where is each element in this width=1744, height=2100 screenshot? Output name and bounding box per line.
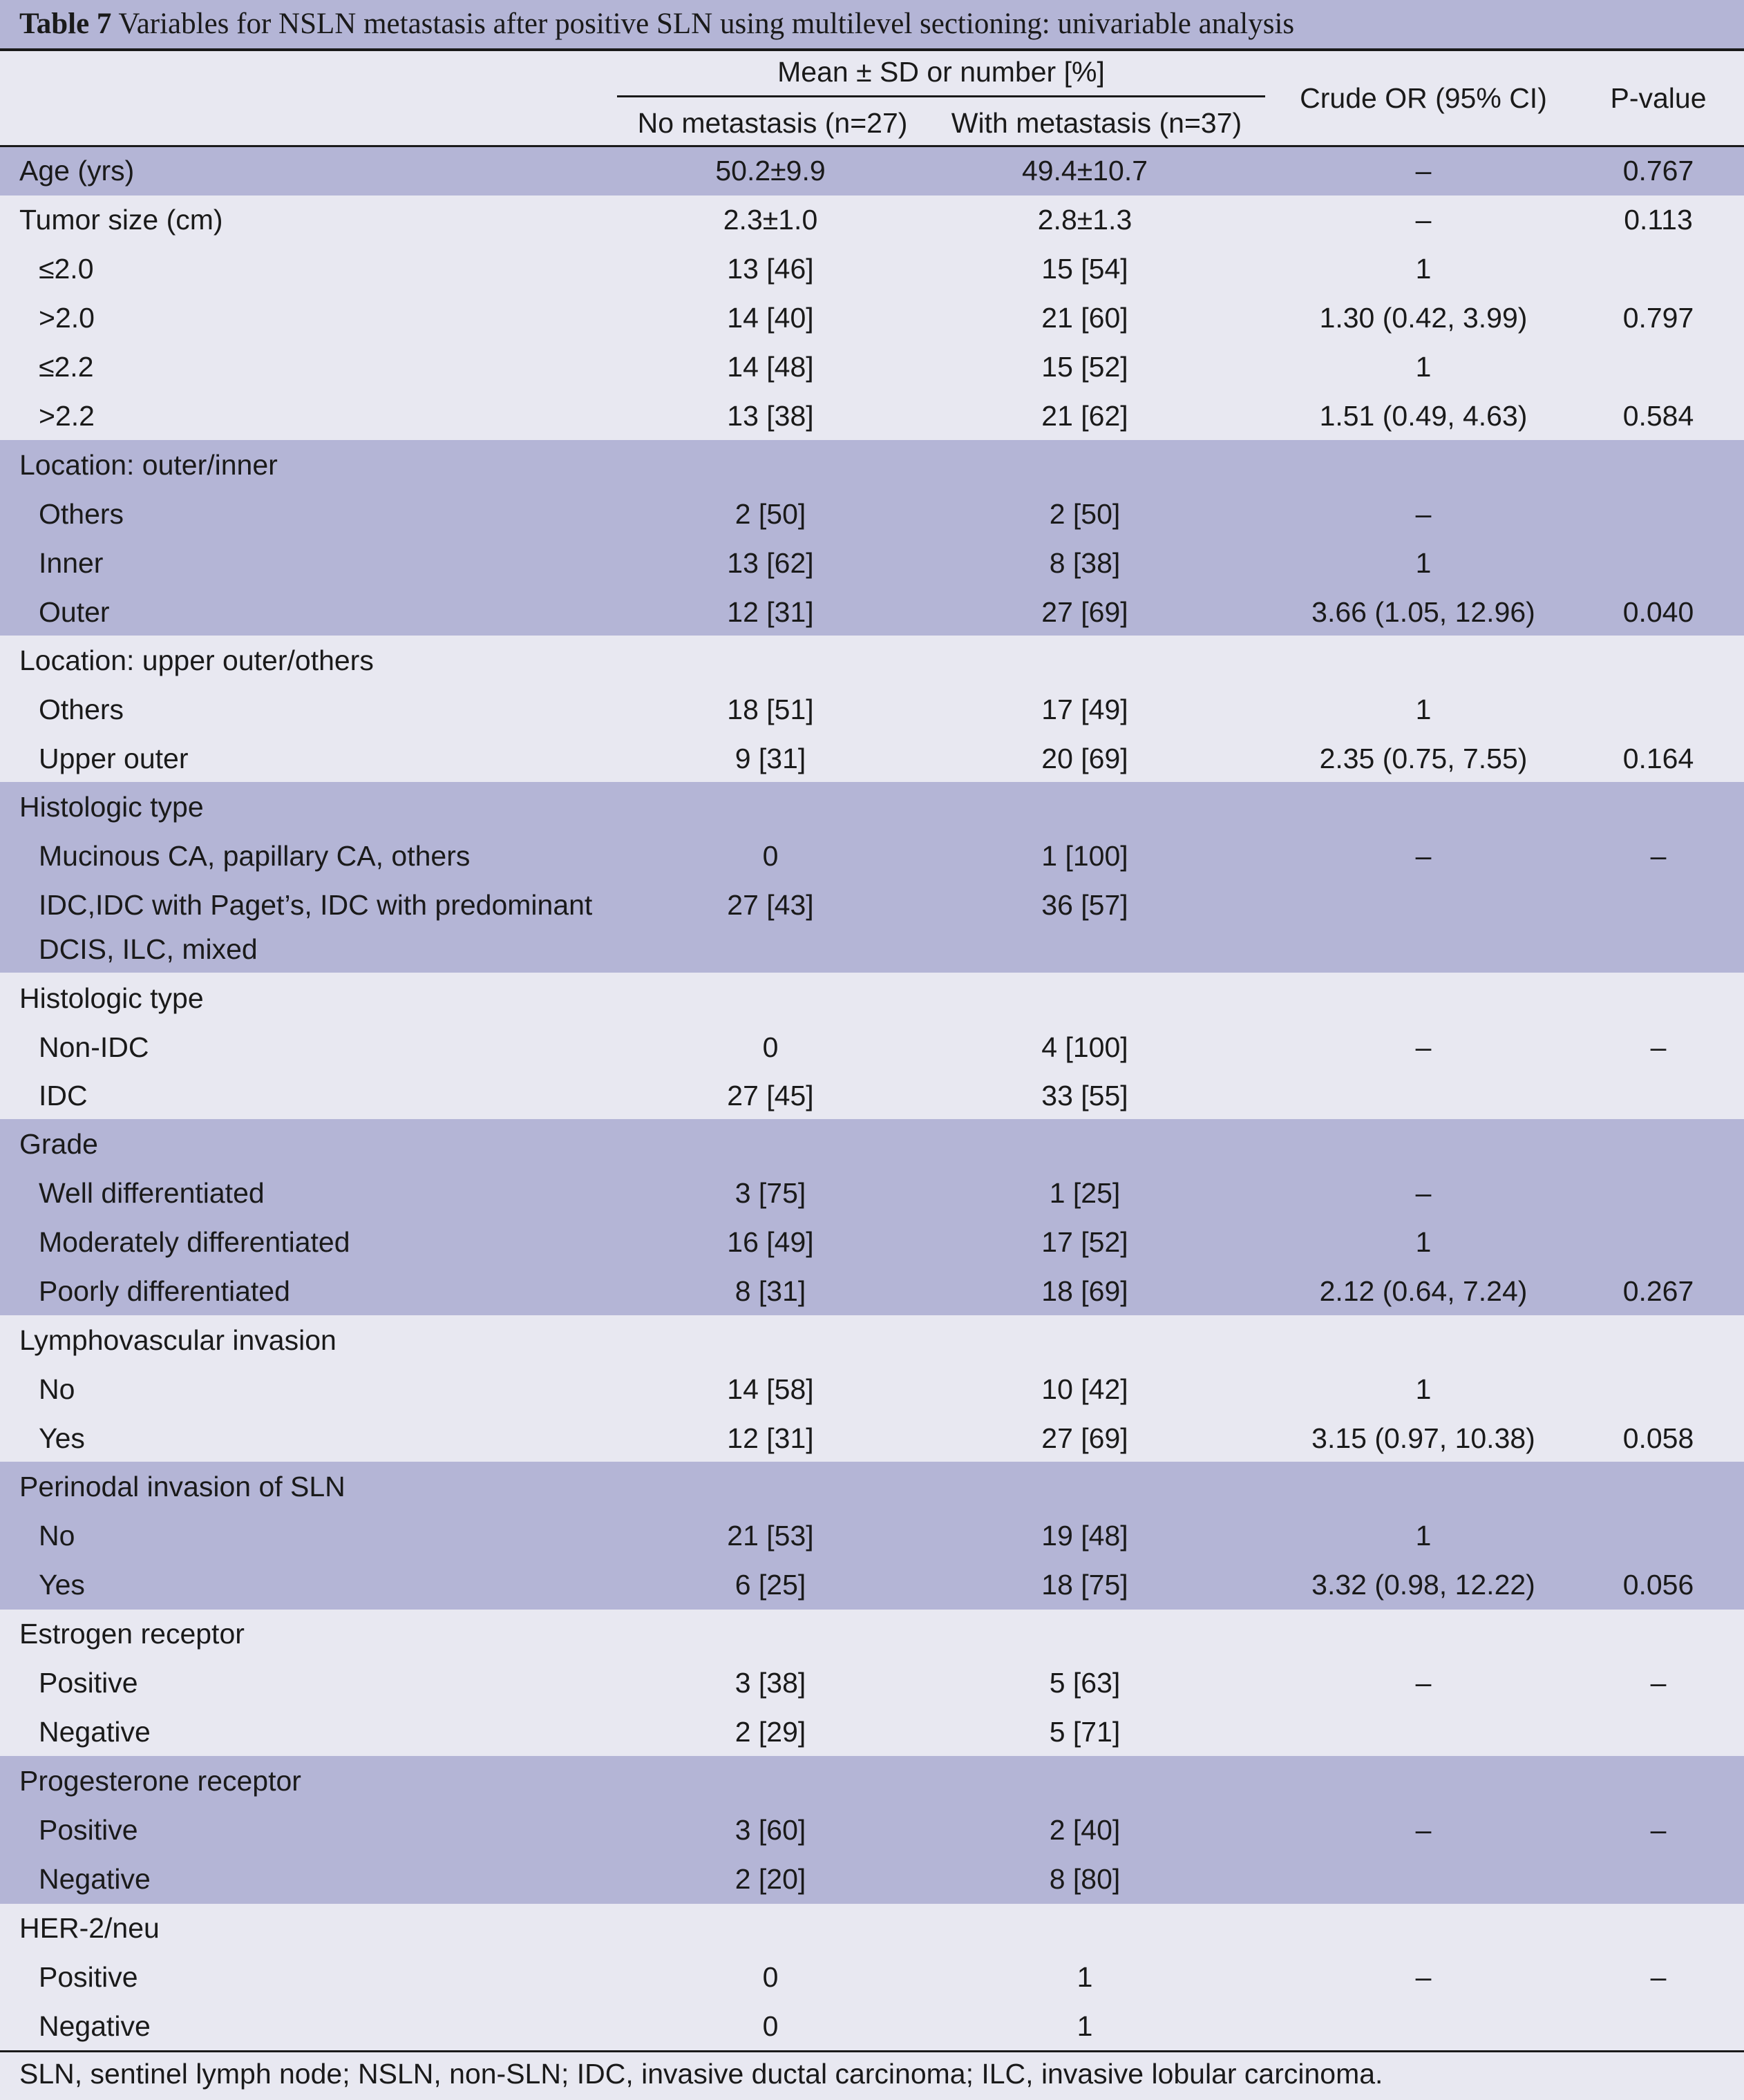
row-label: Histologic type: [19, 982, 204, 1014]
cell-crude-or: –: [1415, 1031, 1432, 1063]
cell-crude-or: 3.32 (0.98, 12.22): [1311, 1569, 1535, 1601]
cell-crude-or: –: [1415, 155, 1432, 187]
row-label: HER-2/neu: [19, 1912, 160, 1944]
header-crude-or: Crude OR (95% CI): [1300, 82, 1547, 114]
cell-crude-or: –: [1415, 204, 1432, 236]
row-her2-positive: [0, 1953, 1744, 2002]
cell-with-metastasis: 18 [69]: [1041, 1275, 1128, 1307]
row-upper-others: [0, 685, 1744, 734]
cell-crude-or: –: [1415, 1177, 1432, 1209]
cell-with-metastasis: 1: [1077, 2010, 1093, 2042]
row-label: Poorly differentiated: [39, 1275, 290, 1307]
cell-no-metastasis: 27 [45]: [727, 1080, 814, 1111]
row-label: ≤2.2: [39, 351, 94, 383]
cell-p-value: 0.767: [1622, 155, 1694, 187]
row-location-outer: [0, 588, 1744, 637]
cell-with-metastasis: 33 [55]: [1041, 1080, 1128, 1111]
header-no-metastasis: No metastasis (n=27): [637, 107, 908, 139]
row-label: Outer: [39, 596, 110, 628]
cell-p-value: 0.113: [1624, 204, 1693, 236]
row-lvi-yes: [0, 1414, 1744, 1463]
cell-with-metastasis: 5 [63]: [1049, 1667, 1121, 1699]
row-idc-pagets-continued: [0, 925, 1744, 974]
cell-with-metastasis: 1 [25]: [1049, 1177, 1121, 1209]
row-perinodal-invasion: [0, 1462, 1744, 1511]
row-label: Negative: [39, 1863, 151, 1895]
cell-no-metastasis: 14 [40]: [727, 302, 814, 334]
cell-with-metastasis: 5 [71]: [1049, 1716, 1121, 1748]
row-label: No: [39, 1373, 75, 1405]
row-tumor-gt-2-2: [0, 392, 1744, 441]
table-number: Table 7: [19, 8, 112, 40]
cell-p-value: 0.164: [1622, 743, 1694, 774]
row-label: DCIS, ILC, mixed: [39, 933, 258, 965]
cell-no-metastasis: 2 [20]: [734, 1863, 806, 1895]
row-upper-outer: [0, 734, 1744, 783]
cell-crude-or: 1.30 (0.42, 3.99): [1319, 302, 1528, 334]
cell-no-metastasis: 13 [62]: [727, 547, 814, 579]
cell-with-metastasis: 21 [62]: [1041, 400, 1128, 432]
cell-crude-or: –: [1415, 1667, 1432, 1699]
cell-with-metastasis: 2.8±1.3: [1037, 204, 1132, 236]
row-label: Well differentiated: [39, 1177, 265, 1209]
row-mucinous-papillary: [0, 832, 1744, 881]
cell-with-metastasis: 36 [57]: [1041, 889, 1128, 921]
row-label: Histologic type: [19, 791, 204, 823]
row-her2-negative: [0, 2002, 1744, 2051]
cell-p-value: 0.040: [1622, 596, 1694, 628]
cell-no-metastasis: 14 [58]: [727, 1373, 814, 1405]
cell-no-metastasis: 13 [38]: [727, 400, 814, 432]
row-idc-pagets: [0, 881, 1744, 930]
row-label: ≤2.0: [39, 253, 94, 285]
row-non-idc: [0, 1023, 1744, 1072]
row-label: Estrogen receptor: [19, 1618, 245, 1650]
row-poorly-differentiated: [0, 1267, 1744, 1316]
cell-no-metastasis: 27 [43]: [727, 889, 814, 921]
cell-with-metastasis: 19 [48]: [1041, 1520, 1128, 1552]
header-p-value: P-value: [1610, 82, 1707, 114]
cell-no-metastasis: 6 [25]: [734, 1569, 806, 1601]
row-label: Tumor size (cm): [19, 204, 223, 236]
row-histologic-type-2: [0, 974, 1744, 1023]
cell-no-metastasis: 3 [75]: [734, 1177, 806, 1209]
row-histologic-type-1: [0, 783, 1744, 832]
cell-with-metastasis: 1: [1077, 1961, 1093, 1993]
table-caption: [0, 0, 1744, 48]
row-label: Perinodal invasion of SLN: [19, 1471, 345, 1502]
table-footnote: SLN, sentinel lymph node; NSLN, non-SLN; IDC, invasive ductal carcinoma; ILC, invasive lobular carcinoma.: [19, 2058, 1383, 2090]
row-label: Inner: [39, 547, 104, 579]
row-location-inner: [0, 539, 1744, 588]
cell-with-metastasis: 2 [40]: [1049, 1814, 1121, 1846]
cell-p-value: –: [1650, 1814, 1667, 1846]
header-group-rule: [617, 95, 1265, 97]
cell-with-metastasis: 49.4±10.7: [1021, 155, 1148, 187]
cell-crude-or: –: [1415, 1814, 1432, 1846]
cell-no-metastasis: 8 [31]: [734, 1275, 806, 1307]
row-label: >2.0: [39, 302, 95, 334]
cell-crude-or: 3.66 (1.05, 12.96): [1311, 596, 1535, 628]
cell-no-metastasis: 2 [29]: [734, 1716, 806, 1748]
cell-crude-or: 3.15 (0.97, 10.38): [1311, 1422, 1535, 1454]
cell-crude-or: 1: [1415, 547, 1432, 579]
row-lymphovascular-invasion: [0, 1316, 1744, 1365]
row-label: Grade: [19, 1128, 98, 1160]
row-label: Others: [39, 694, 124, 725]
row-pr-negative: [0, 1855, 1744, 1904]
row-her2-neu: [0, 1904, 1744, 1953]
cell-crude-or: 1: [1415, 1373, 1432, 1405]
row-location-upper-outer-others: [0, 636, 1744, 685]
cell-with-metastasis: 8 [80]: [1049, 1863, 1121, 1895]
cell-no-metastasis: 50.2±9.9: [715, 155, 826, 187]
row-label: Location: upper outer/others: [19, 645, 374, 676]
row-label: Mucinous CA, papillary CA, others: [39, 840, 471, 872]
row-label: IDC,IDC with Paget’s, IDC with predominant: [39, 889, 593, 921]
cell-with-metastasis: 1 [100]: [1041, 840, 1128, 872]
row-label: Positive: [39, 1961, 138, 1993]
row-perinodal-no: [0, 1511, 1744, 1560]
row-label: Yes: [39, 1422, 85, 1454]
row-progesterone-receptor: [0, 1757, 1744, 1806]
row-moderately-differentiated: [0, 1218, 1744, 1267]
cell-no-metastasis: 12 [31]: [727, 596, 814, 628]
cell-crude-or: –: [1415, 840, 1432, 872]
row-tumor-le-2-0: [0, 245, 1744, 294]
table-title: Variables for NSLN metastasis after positive SLN using multilevel sectioning: univariable analysis: [118, 8, 1295, 40]
cell-crude-or: 1: [1415, 351, 1432, 383]
row-tumor-size: [0, 195, 1744, 245]
cell-p-value: –: [1650, 840, 1667, 872]
cell-p-value: –: [1650, 1961, 1667, 1993]
row-er-negative: [0, 1708, 1744, 1757]
cell-p-value: 0.058: [1622, 1422, 1694, 1454]
cell-no-metastasis: 13 [46]: [727, 253, 814, 285]
row-label: Others: [39, 498, 124, 530]
row-location-outer-inner: [0, 441, 1744, 490]
cell-p-value: 0.056: [1622, 1569, 1694, 1601]
cell-with-metastasis: 17 [52]: [1041, 1226, 1128, 1258]
row-idc: [0, 1071, 1744, 1120]
cell-no-metastasis: 12 [31]: [727, 1422, 814, 1454]
cell-no-metastasis: 0: [762, 840, 779, 872]
cell-p-value: 0.797: [1622, 302, 1694, 334]
cell-with-metastasis: 10 [42]: [1041, 1373, 1128, 1405]
row-perinodal-yes: [0, 1560, 1744, 1610]
row-label: Yes: [39, 1569, 85, 1601]
row-label: Non-IDC: [39, 1031, 149, 1063]
cell-crude-or: 1: [1415, 253, 1432, 285]
cell-no-metastasis: 18 [51]: [727, 694, 814, 725]
cell-p-value: 0.584: [1622, 400, 1694, 432]
cell-no-metastasis: 3 [60]: [734, 1814, 806, 1846]
row-label: Positive: [39, 1814, 138, 1846]
cell-crude-or: –: [1415, 498, 1432, 530]
cell-with-metastasis: 27 [69]: [1041, 596, 1128, 628]
cell-with-metastasis: 2 [50]: [1049, 498, 1121, 530]
cell-with-metastasis: 15 [52]: [1041, 351, 1128, 383]
cell-crude-or: 1.51 (0.49, 4.63): [1319, 400, 1528, 432]
cell-crude-or: 1: [1415, 1226, 1432, 1258]
row-label: Location: outer/inner: [19, 449, 278, 481]
cell-with-metastasis: 4 [100]: [1041, 1031, 1128, 1063]
cell-with-metastasis: 18 [75]: [1041, 1569, 1128, 1601]
row-location-others: [0, 490, 1744, 539]
cell-no-metastasis: 0: [762, 2010, 779, 2042]
bottom-rule: [0, 2050, 1744, 2052]
row-label: Upper outer: [39, 743, 189, 774]
row-label: Negative: [39, 1716, 151, 1748]
row-label: Negative: [39, 2010, 151, 2042]
cell-crude-or: 2.12 (0.64, 7.24): [1319, 1275, 1528, 1307]
cell-with-metastasis: 8 [38]: [1049, 547, 1121, 579]
row-tumor-le-2-2: [0, 343, 1744, 392]
cell-no-metastasis: 14 [48]: [727, 351, 814, 383]
cell-crude-or: 2.35 (0.75, 7.55): [1319, 743, 1528, 774]
cell-with-metastasis: 15 [54]: [1041, 253, 1128, 285]
cell-crude-or: –: [1415, 1961, 1432, 1993]
row-label: No: [39, 1520, 75, 1552]
cell-no-metastasis: 2 [50]: [734, 498, 806, 530]
row-grade: [0, 1120, 1744, 1169]
row-er-positive: [0, 1659, 1744, 1708]
row-pr-positive: [0, 1806, 1744, 1855]
header-with-metastasis: With metastasis (n=37): [951, 107, 1242, 139]
row-age: [0, 146, 1744, 195]
cell-no-metastasis: 0: [762, 1031, 779, 1063]
cell-p-value: 0.267: [1622, 1275, 1694, 1307]
cell-with-metastasis: 21 [60]: [1041, 302, 1128, 334]
row-estrogen-receptor: [0, 1610, 1744, 1659]
header-group-label: Mean ± SD or number [%]: [777, 56, 1105, 88]
cell-no-metastasis: 3 [38]: [734, 1667, 806, 1699]
cell-p-value: –: [1650, 1667, 1667, 1699]
cell-no-metastasis: 2.3±1.0: [723, 204, 818, 236]
cell-with-metastasis: 20 [69]: [1041, 743, 1128, 774]
cell-with-metastasis: 27 [69]: [1041, 1422, 1128, 1454]
cell-crude-or: 1: [1415, 694, 1432, 725]
cell-p-value: –: [1650, 1031, 1667, 1063]
row-tumor-gt-2-0: [0, 294, 1744, 343]
cell-no-metastasis: 16 [49]: [727, 1226, 814, 1258]
cell-with-metastasis: 17 [49]: [1041, 694, 1128, 725]
row-label: IDC: [39, 1080, 88, 1111]
row-label: Progesterone receptor: [19, 1765, 301, 1797]
row-lvi-no: [0, 1365, 1744, 1414]
cell-crude-or: 1: [1415, 1520, 1432, 1552]
row-label: >2.2: [39, 400, 95, 432]
row-label: Age (yrs): [19, 155, 135, 187]
row-label: Moderately differentiated: [39, 1226, 350, 1258]
cell-no-metastasis: 21 [53]: [727, 1520, 814, 1552]
row-label: Lymphovascular invasion: [19, 1324, 337, 1356]
cell-no-metastasis: 0: [762, 1961, 779, 1993]
cell-no-metastasis: 9 [31]: [734, 743, 806, 774]
row-well-differentiated: [0, 1169, 1744, 1218]
row-label: Positive: [39, 1667, 138, 1699]
